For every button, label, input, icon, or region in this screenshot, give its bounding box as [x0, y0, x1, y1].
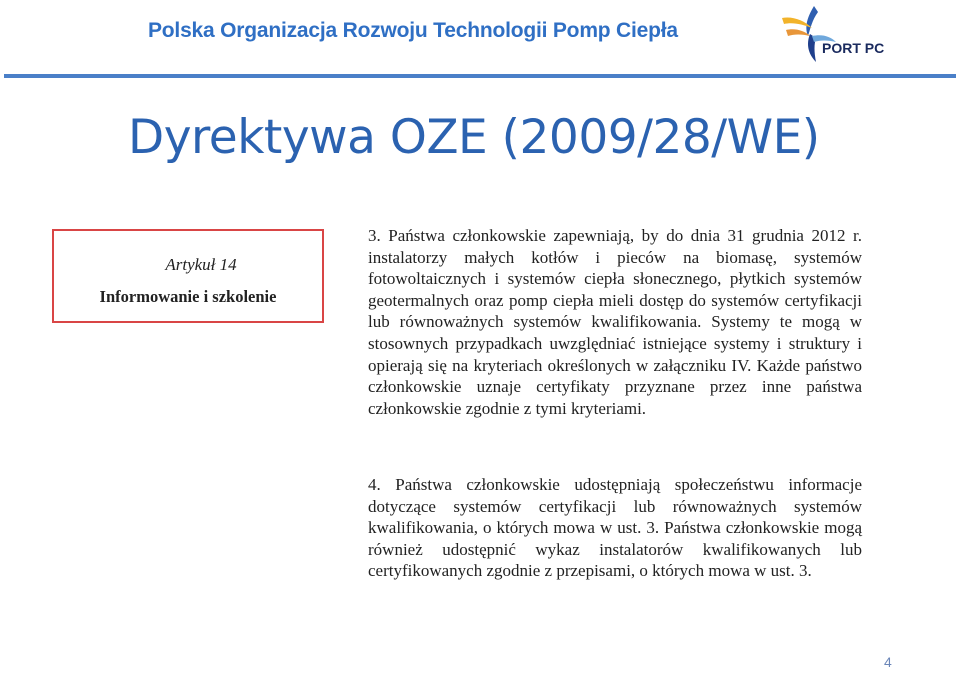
logo-mark-icon	[778, 0, 908, 70]
article-title: Informowanie i szkolenie	[99, 287, 277, 306]
paragraph-3: 3. Państwa członkowskie zapewniają, by do dnia 31 grudnia 2012 r. instalatorzy małych kotłów i pieców na biomasę, systemów fotowoltaicznych i systemów ciepła słonecznego, płytkich systemów geotermalnych oraz pomp ciepła mieli dostęp do systemów certyfikacji lub równoważnych systemów kwalifikowania. Systemy te mogą w stosownych przypadkach uwzględniać istniejące systemy i struktury i opierają się na kryteriach określonych w załączniku IV. Każde państwo członkowskie uznaje certyfikaty przyznane przez inne państwa członkowskie zgodnie z tymi kryteriami.	[368, 226, 862, 418]
paragraph-4: 4. Państwa członkowskie udostępniają społeczeństwu informacje dotyczące systemów certyfikacji lub równoważnych systemów kwalifikowania, o których mowa w ust. 3. Państwa członkowskie mogą również udostępnić wykaz instalatorów kwalifikowanych lub certyfikowanych zgodnie z przepisami, o których mowa w ust. 3.	[368, 475, 862, 581]
port-pc-logo	[778, 0, 908, 70]
page-number: 4	[884, 654, 892, 670]
article-heading-box	[52, 229, 324, 323]
slide-title: Dyrektywa OZE (2009/28/WE)	[128, 110, 820, 165]
organization-name: Polska Organizacja Rozwoju Technologii Pomp Ciepła	[148, 19, 678, 42]
header-divider	[4, 74, 956, 78]
logo-text: PORT PC	[822, 40, 885, 56]
article-number: Artykuł 14	[165, 255, 237, 274]
